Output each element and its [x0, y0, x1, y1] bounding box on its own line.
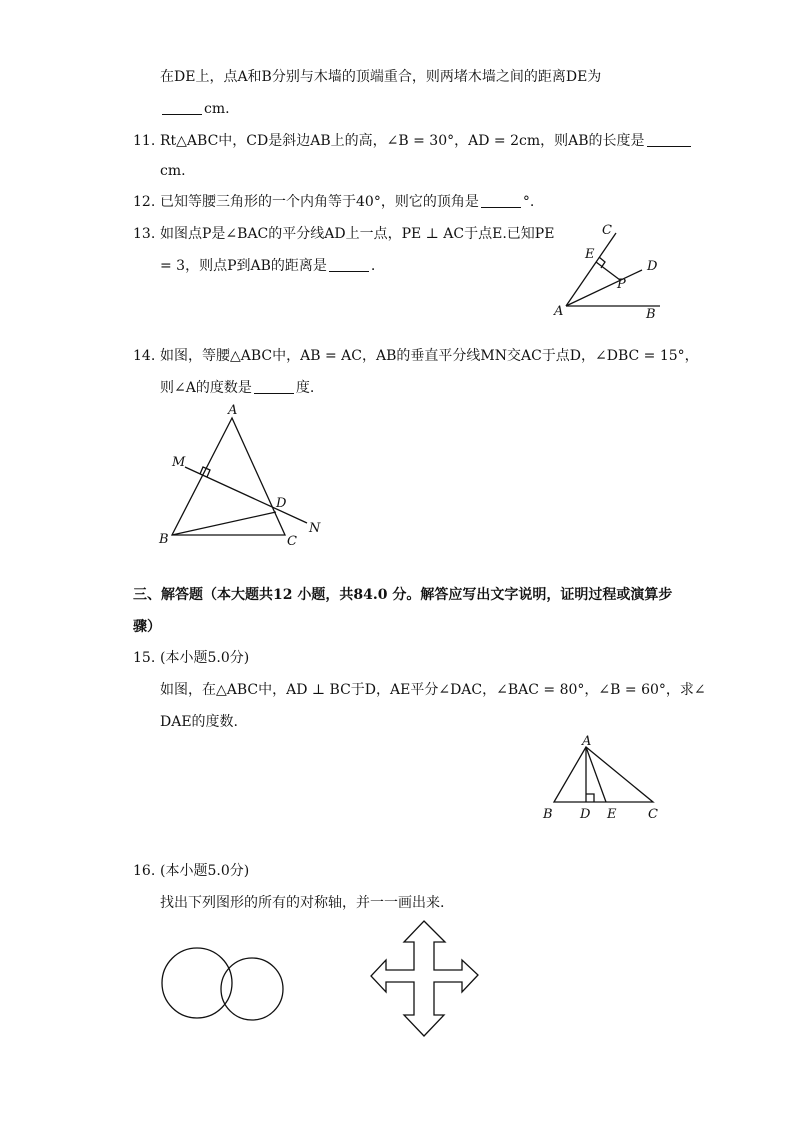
- svg-text:D: D: [276, 496, 287, 511]
- answer-blank[interactable]: [481, 193, 521, 208]
- answer-blank[interactable]: [162, 100, 202, 115]
- q13-figure: [550, 220, 670, 320]
- svg-text:A: A: [582, 734, 592, 749]
- q15-line1: 如图，在△ABC中，AD ⊥ BC于D，AE平分∠DAC，∠BAC = 80°，∠B = 60°，求∠: [160, 682, 706, 698]
- q13-number: 13.: [133, 226, 156, 242]
- svg-text:D: D: [647, 259, 658, 274]
- answer-blank[interactable]: [329, 257, 369, 272]
- q10-line2: cm.: [160, 99, 230, 119]
- svg-text:N: N: [309, 521, 321, 536]
- svg-text:M: M: [172, 455, 186, 470]
- svg-text:D: D: [580, 807, 591, 822]
- q15-score: (本小题5.0分): [160, 650, 250, 666]
- answer-blank[interactable]: [647, 132, 691, 147]
- section3-heading-line2: 骤）: [133, 619, 161, 635]
- svg-text:C: C: [287, 534, 297, 549]
- svg-text:C: C: [648, 807, 658, 822]
- q14-line2: 则∠A的度数是 度.: [160, 380, 315, 396]
- q16-line1: 找出下列图形的所有的对称轴，并一一画出来.: [160, 895, 445, 911]
- svg-text:A: A: [228, 403, 238, 418]
- q16-number: 16.: [133, 863, 156, 879]
- svg-text:A: A: [554, 304, 564, 319]
- q15-figure: [540, 735, 670, 825]
- svg-text:B: B: [159, 532, 169, 547]
- q14-figure: [155, 400, 335, 550]
- q12-number: 12.: [133, 194, 156, 210]
- svg-text:B: B: [543, 807, 553, 822]
- q15-number: 15.: [133, 650, 156, 666]
- q11-number: 11.: [133, 133, 156, 149]
- svg-text:E: E: [585, 247, 595, 262]
- q13-line1: 如图点P是∠BAC的平分线AD上一点，PE ⊥ AC于点E.已知PE: [160, 226, 555, 242]
- q12-text: 已知等腰三角形的一个内角等于40°，则它的顶角是 °.: [160, 194, 535, 210]
- q11-text: Rt△ABC中，CD是斜边AB上的高，∠B = 30°，AD = 2cm，则AB的长度是: [160, 131, 693, 151]
- svg-text:E: E: [607, 807, 617, 822]
- q16-two-circles-figure: [155, 940, 295, 1030]
- svg-text:B: B: [646, 307, 656, 322]
- svg-text:C: C: [602, 223, 612, 238]
- q14-line1: 如图，等腰△ABC中，AB = AC，AB的垂直平分线MN交AC于点D，∠DBC = 15°，: [160, 348, 699, 364]
- q14-number: 14.: [133, 348, 156, 364]
- answer-blank[interactable]: [254, 379, 294, 394]
- svg-text:P: P: [617, 277, 626, 292]
- section3-heading: 三、解答题（本大题共12 小题，共84.0 分。解答应写出文字说明，证明过程或演算步: [133, 587, 673, 603]
- q10-line1: 在DE上，点A和B分别与木墙的顶端重合，则两堵木墙之间的距离DE为: [160, 69, 602, 85]
- q13-line2: = 3，则点P到AB的距离是 .: [160, 258, 376, 274]
- q16-cross-arrows-figure: [368, 920, 483, 1040]
- q11-line2: cm.: [160, 163, 186, 179]
- q15-line2: DAE的度数.: [160, 714, 239, 730]
- q16-score: (本小题5.0分): [160, 863, 250, 879]
